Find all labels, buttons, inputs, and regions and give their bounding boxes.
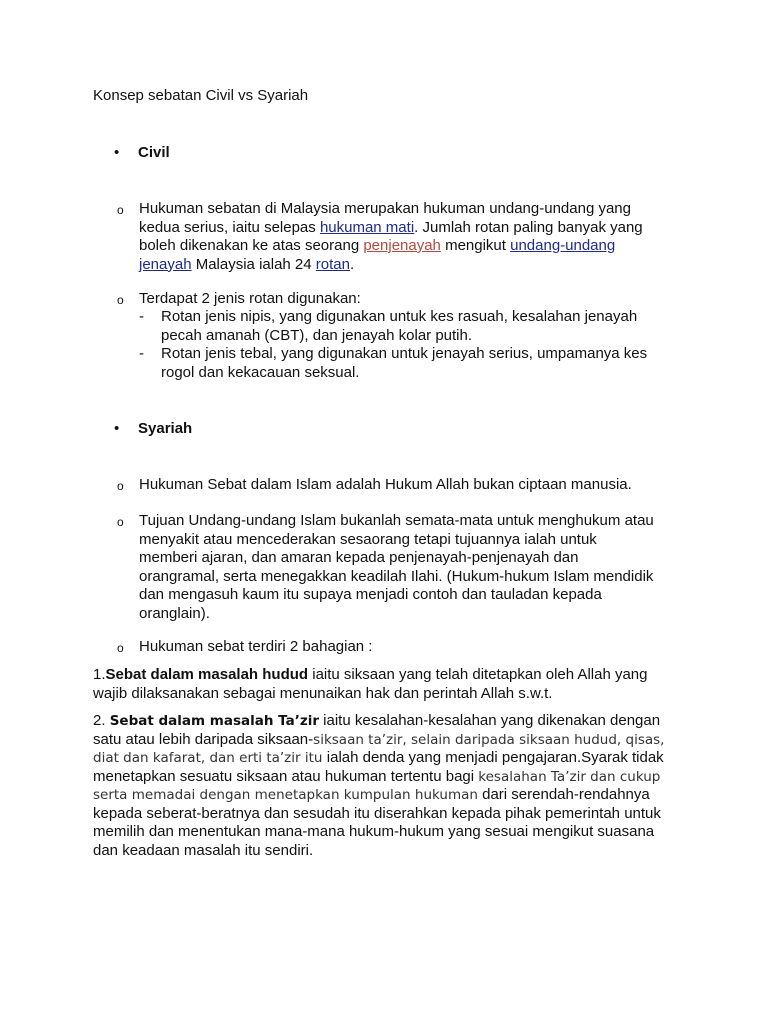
sub-bullet: o (117, 203, 124, 217)
document-title: Konsep sebatan Civil vs Syariah (93, 87, 309, 104)
list-item: - Rotan jenis nipis, yang digunakan untuk kes rasuah, kesalahan jenayah pecah amanah (CBT), dan jenayah kolar putih. (139, 308, 638, 344)
civil-heading (114, 144, 170, 161)
document-page: Konsep sebatan Civil vs Syariah • Civil o Hukuman sebatan di Malaysia merupakan hukuman undang-undang yang kedua serius, iaitu selepas hukuman mati. Jumlah rotan paling banyak yang boleh dikenakan ke atas seorang penjenayah mengikut undang-undang jenayah Malaysia ialah 24 rotan. o Terdapat 2 jenis rotan digunakan: - Rotan jenis nipis, yang digunakan untuk kes rasuah, kesalahan jenayah pecah amanah (CBT), dan jenayah kolar putih. - Rotan jenis tebal, yang digunakan untuk jenayah serius, umpamanya kes rogol dan kekacauan seksual. • Syariah o Hukuman Sebat dalam Islam adalah Hukum Allah bukan ciptaan manusia. o Tujuan Undang-undang Islam bukanlah semata-mata untuk menghukum atau menyakit atau mencederakan sesaorang tetapi tujuannya ialah untuk memberi ajaran, dan amaran kepada penjenayah-penjenayah dan orangramal, serta menegakkan keadilah Ilahi. (Hukum-hukum Islam mendidik dan mengasuh kaum itu supaya menjadi contoh dan tauladan kepada oranglain). o Hukuman sebat terdiri 2 bahagian : 1.Sebat dalam masalah hudud iaitu siksaan yang telah ditetapkan oleh Allah yang wajib dilaksanakan sebagai menunaikan hak dan perintah Allah s.w.t. 2. Sebat dalam masalah Ta’zir iaitu kesalahan-kesalahan yang dikenakan dengan satu atau lebih daripada siksaan-siksaan ta’zir, selain daripada siksaan hudud, qisas, diat dan kafarat, dan erti ta’zir itu ialah denda yang menjadi pengajaran.Syarak tidak menetapkan sesuatu siksaan atau hukuman tertentu bagi kesalahan Ta’zir dan cukup serta memadai dengan menetapkan kumpulan hukuman dari serendah-rendahnya kepada seberat-beratnya dan sesudah itu diserahkan kepada pihak pemerintah untuk memilih dan menentukan mana-mana hukum-hukum yang sesuai mengikut suasana dan keadaan masalah itu sendiri. (0, 0, 768, 1024)
sub-bullet: o (117, 479, 124, 493)
hudud-paragraph: 1.Sebat dalam masalah hudud iaitu siksaan yang telah ditetapkan oleh Allah yang wajib dilaksanakan sebagai menunaikan hak dan perintah Allah s.w.t. (93, 666, 648, 702)
list-item: - Rotan jenis tebal, yang digunakan untuk jenayah serius, umpamanya kes rogol dan kekacauan seksual. (139, 345, 648, 381)
link-undang-undang-jenayah[interactable]: undang-undang jenayah (139, 237, 616, 273)
rotan-types-list (139, 308, 681, 382)
civil-item-1-text: Hukuman sebatan di Malaysia merupakan hukuman undang-undang yang kedua serius, iaitu selepas hukuman mati. Jumlah rotan paling banyak yang boleh dikenakan ke atas seorang penjenayah mengikut undang-undang jenayah Malaysia ialah 24 rotan. (139, 200, 643, 273)
tazir-paragraph: 2. Sebat dalam masalah Ta’zir iaitu kesalahan-kesalahan yang dikenakan dengan satu atau lebih daripada siksaan-siksaan ta’zir, selain daripada siksaan hudud, qisas, diat dan kafarat, dan erti ta’zir itu ialah denda yang menjadi pengajaran.Syarak tidak menetapkan sesuatu siksaan atau hukuman tertentu bagi kesalahan Ta’zir dan cukup serta memadai dengan menetapkan kumpulan hukuman dari serendah-rendahnya kepada seberat-beratnya dan sesudah itu diserahkan kepada pihak pemerintah untuk memilih dan menentukan mana-mana hukum-hukum yang sesuai mengikut suasana dan keadaan masalah itu sendiri. (93, 712, 665, 859)
syariah-heading (114, 420, 192, 437)
civil-item-2-intro: Terdapat 2 jenis rotan digunakan: (139, 290, 361, 307)
link-rotan[interactable]: rotan (315, 255, 350, 273)
link-penjenayah[interactable]: penjenayah (363, 237, 441, 254)
bullet-dot: • (114, 144, 120, 161)
civil-heading-label: Civil (138, 144, 170, 161)
link-hukuman-mati[interactable]: hukuman mati (319, 218, 415, 236)
bullet-dot: • (114, 420, 120, 437)
sub-bullet: o (117, 641, 124, 655)
sub-bullet: o (117, 293, 124, 307)
syariah-heading-label: Syariah (138, 420, 193, 437)
sub-bullet: o (117, 515, 124, 529)
